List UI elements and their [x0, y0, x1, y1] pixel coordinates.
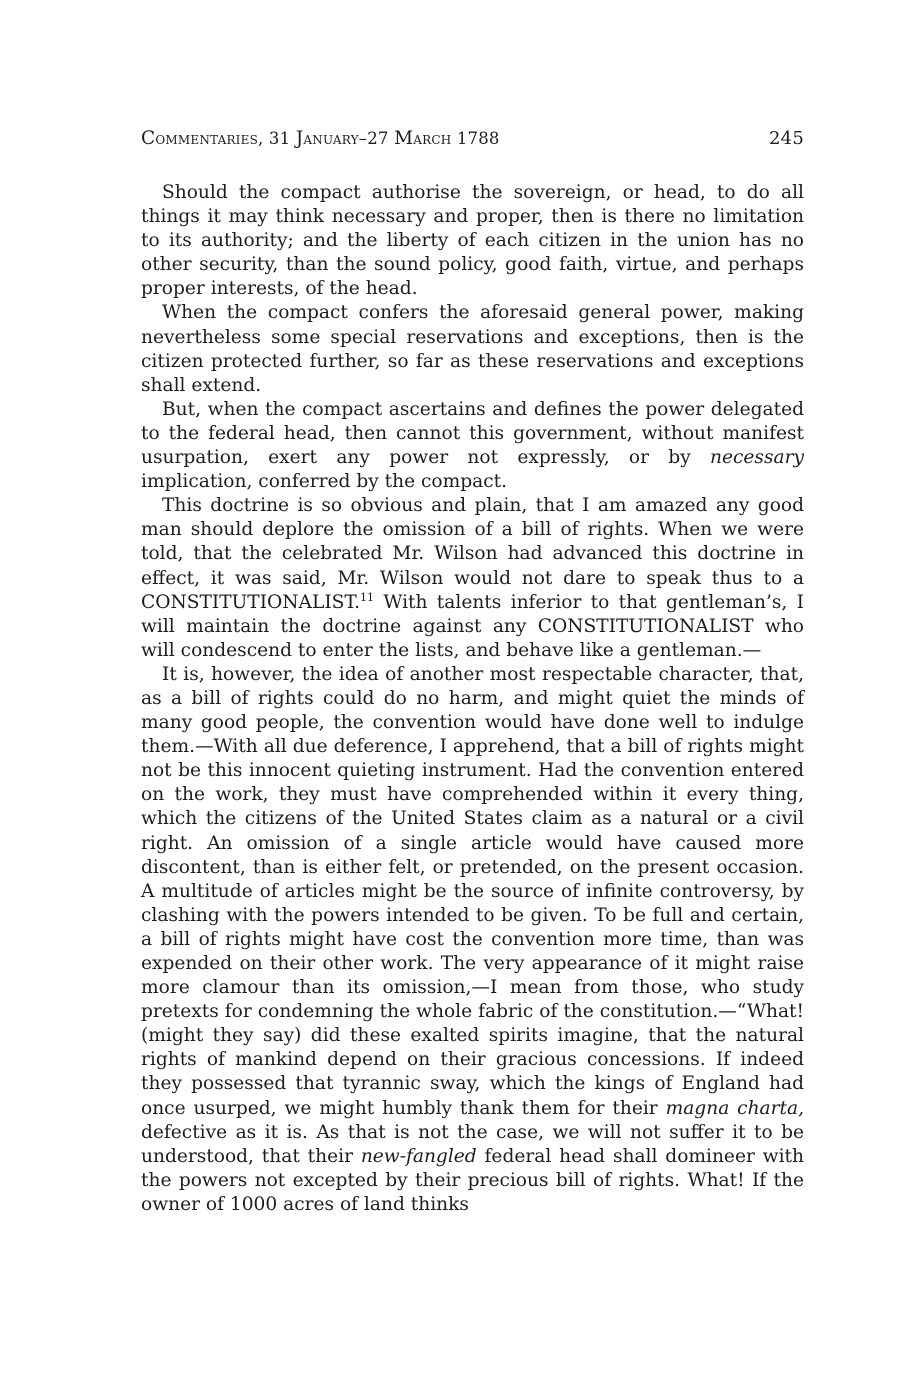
page-number: 245 — [769, 128, 804, 149]
body-text — [141, 181, 804, 1217]
paragraph-3 — [141, 398, 804, 494]
paragraph-5-text-after: federal head shall domineer with the powers not excepted by their precious bill of rights. What! If the owner of 1000 acres of land thinks — [141, 1145, 804, 1215]
paragraph-1 — [141, 181, 804, 301]
document-page — [141, 128, 804, 1217]
paragraph-2-text: When the compact confers the aforesaid general power, making nevertheless some special reservations and exceptions, then is the citizen protected further, so far as these reservations and exceptions shall extend. — [141, 302, 804, 396]
paragraph-5 — [141, 663, 804, 1217]
italic-necessary: necessary — [710, 447, 804, 469]
paragraph-5-text-middle: defective as it is. As that is not the case, we will not suffer it to be understood, that their — [141, 1121, 804, 1167]
paragraph-5-text-before: It is, however, the idea of another most respectable character, that, as a bill of rights could do no harm, and might quiet the minds of many good people, the convention would have done well to indulge them.—With all due deference, I apprehend, that a bill of rights might not be this innocent quieting instrument. Had the convention entered on the work, they must have comprehended within it every thing, which the citizens of the United States claim as a natural or a civil right. An omission of a single article would have caused more discontent, than is either felt, or pretended, on the present occasion. A multitude of articles might be the source of infinite controversy, by clashing with the powers intended to be given. To be full and certain, a bill of rights might have cost the convention more time, than was expended on their other work. The very appearance of it might raise more clamour than its omission,—I mean from those, who study pretexts for condemning the whole fabric of the constitution.—“What! (might they say) did these exalted spirits imagine, that the natural rights of mankind depend on their gracious concessions. If indeed they possessed that tyrannic sway, which the kings of England had once usurped, we might humbly thank them for their — [141, 663, 804, 1119]
italic-magna-charta: magna charta, — [665, 1097, 804, 1119]
running-head — [141, 128, 804, 150]
paragraph-3-text-before: But, when the compact ascertains and defines the power delegated to the federal head, then cannot this government, without manifest usurpation, exert any power not expressly, or by — [141, 398, 804, 469]
paragraph-4-text-after: With talents inferior to that gentleman’s, I will maintain the doctrine against any CONSTITUTIONALIST who will condescend to enter the lists, and behave like a gentleman.— — [141, 591, 804, 661]
italic-new-fangled: new-fangled — [360, 1145, 477, 1167]
paragraph-4-text-before: This doctrine is so obvious and plain, that I am amazed any good man should deplore the omission of a bill of rights. When we were told, that the celebrated Mr. Wilson had advanced this doctrine in effect, it was said, Mr. Wilson would not dare to speak thus to a CONSTITUTIONALIST. — [141, 495, 804, 613]
paragraph-4 — [141, 494, 804, 663]
footnote-reference-11: 11 — [360, 590, 374, 604]
running-title: Commentaries, 31 January–27 March 1788 — [141, 128, 500, 149]
paragraph-3-text-after: implication, conferred by the compact. — [141, 471, 508, 493]
paragraph-2 — [141, 301, 804, 397]
paragraph-1-text: Should the compact authorise the sovereign, or head, to do all things it may think necessary and proper, then is there no limitation to its authority; and the liberty of each citizen in the union has no other security, than the sound policy, good faith, virtue, and perhaps proper interests, of the head. — [141, 182, 804, 300]
